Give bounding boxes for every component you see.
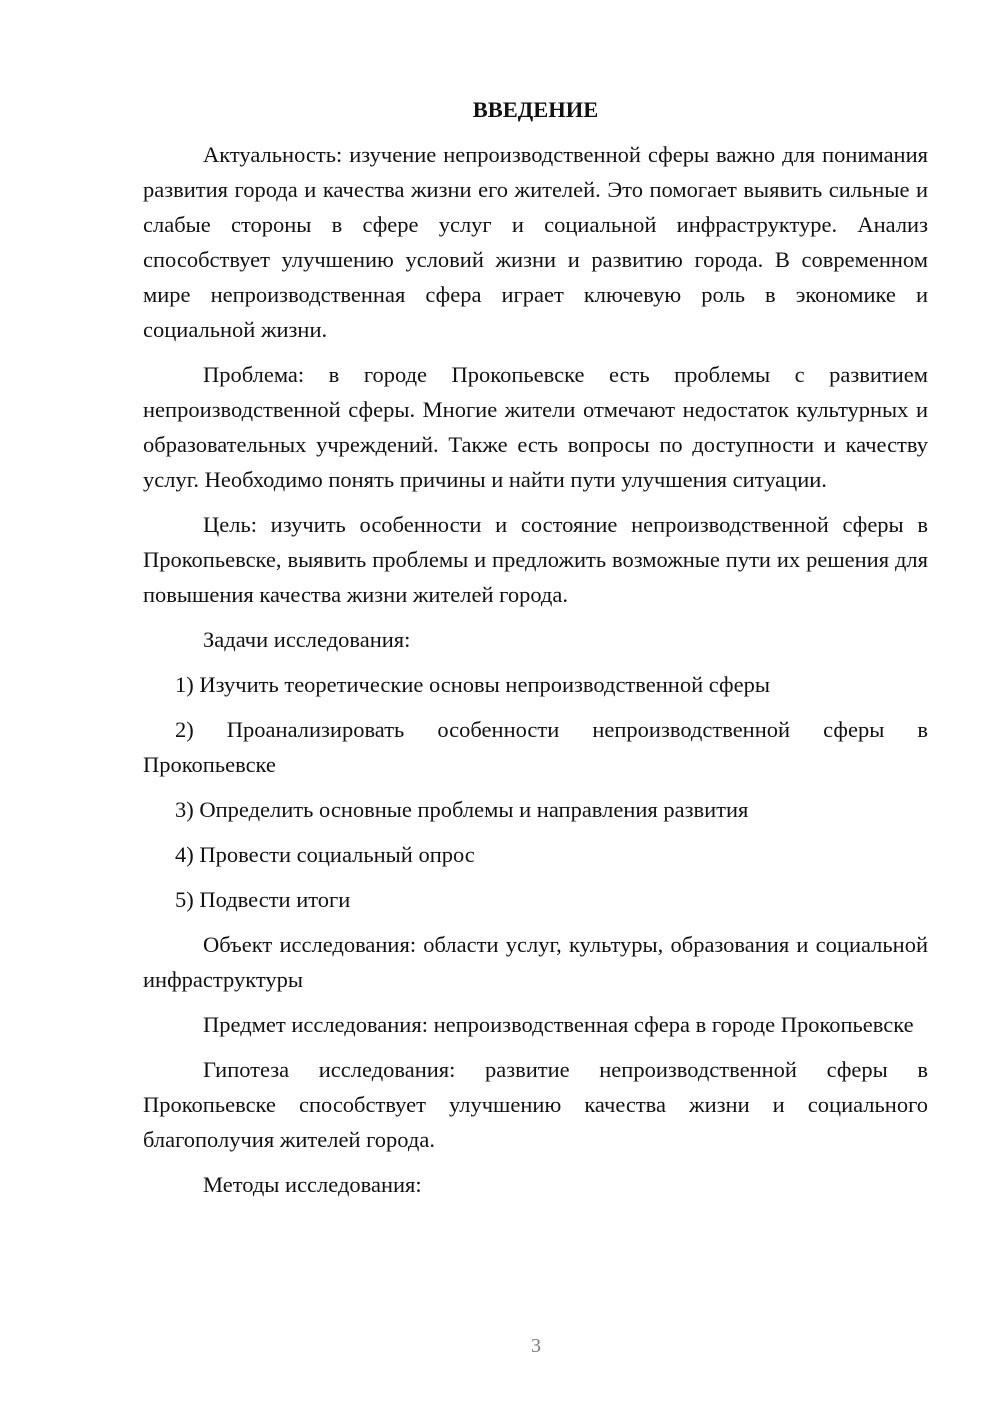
list-item: 4) Провести социальный опрос (175, 842, 475, 867)
paragraph-hypothesis: Гипотеза исследования: развитие непроизводственной сферы в Прокопьевске способствует улучшению качества жизни и социального благополучия жителей города. (143, 1057, 928, 1152)
section-title: ВВЕДЕНИЕ (472, 97, 599, 122)
paragraph-subject: Предмет исследования: непроизводственная сфера в городе Прокопьевске (203, 1012, 914, 1037)
methods-heading: Методы исследования: (203, 1172, 422, 1197)
page-number: 3 (531, 1335, 541, 1357)
page-body (143, 92, 928, 1212)
paragraph-object: Объект исследования: области услуг, культуры, образования и социальной инфраструктуры (143, 932, 928, 992)
list-item: 1) Изучить теоретические основы непроизводственной сферы (175, 672, 770, 697)
tasks-heading: Задачи исследования: (203, 627, 411, 652)
list-item: 5) Подвести итоги (175, 887, 351, 912)
paragraph-relevance: Актуальность: изучение непроизводственной сферы важно для понимания развития города и качества жизни его жителей. Это помогает выявить сильные и слабые стороны в сфере услуг и социальной инфраструктуре. Анализ способствует улучшению условий жизни и развитию города. В современном мире непроизводственная сфера играет ключевую роль в экономике и социальной жизни. (143, 142, 928, 342)
list-item: 3) Определить основные проблемы и направления развития (175, 797, 749, 822)
list-item: 2) Проанализировать особенности непроизводственной сферы в Прокопьевске (143, 717, 928, 777)
paragraph-goal: Цель: изучить особенности и состояние непроизводственной сферы в Прокопьевске, выявить проблемы и предложить возможные пути их решения для повышения качества жизни жителей города. (143, 512, 928, 607)
tasks-list (143, 667, 928, 917)
paragraph-problem: Проблема: в городе Прокопьевске есть проблемы с развитием непроизводственной сферы. Многие жители отмечают недостаток культурных и образовательных учреждений. Также есть вопросы по доступности и качеству услуг. Необходимо понять причины и найти пути улучшения ситуации. (143, 362, 928, 492)
